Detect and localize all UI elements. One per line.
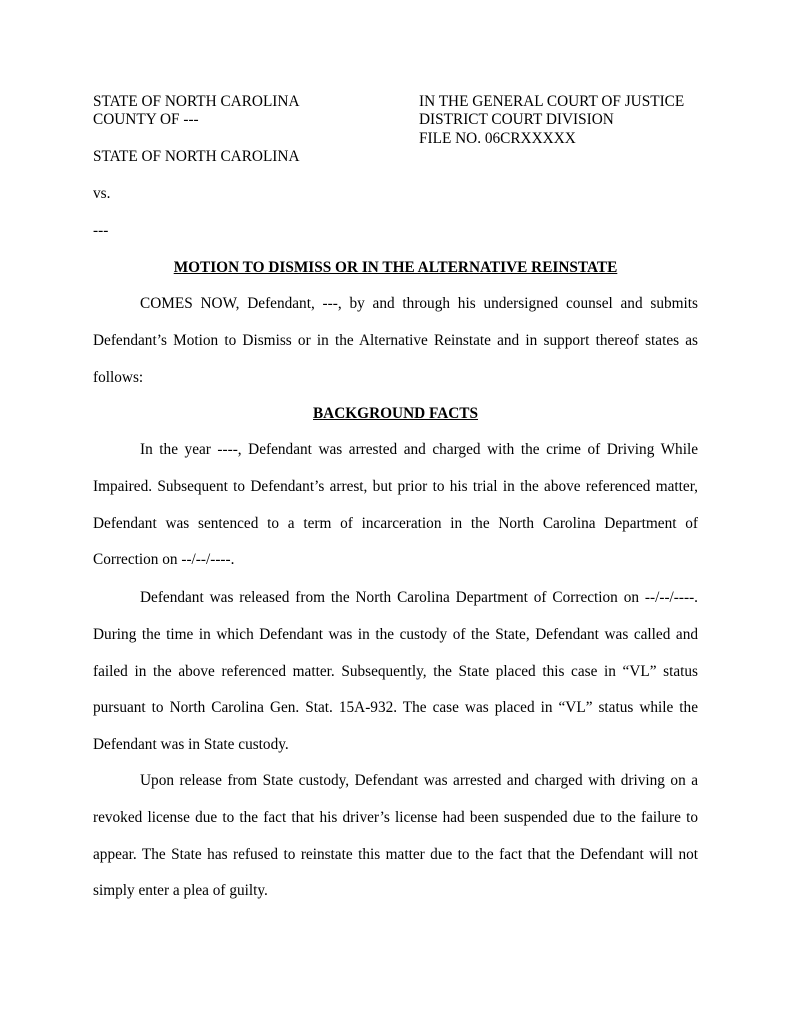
caption-county: COUNTY OF ---	[93, 111, 199, 129]
caption-left	[93, 93, 413, 130]
intro-paragraph: COMES NOW, Defendant, ---, by and through his undersigned counsel and submits Defendant’s Motion to Dismiss or in the Alternative Reinstate and in support thereof states as follows:	[93, 295, 698, 386]
caption-right	[419, 93, 709, 148]
caption-plaintiff: STATE OF NORTH CAROLINA	[93, 148, 300, 165]
caption-versus: vs.	[93, 185, 111, 202]
caption-court: IN THE GENERAL COURT OF JUSTICE	[419, 93, 685, 110]
motion-title: MOTION TO DISMISS OR IN THE ALTERNATIVE REINSTATE	[173, 259, 618, 276]
fact-paragraph-1: In the year ----, Defendant was arrested and charged with the crime of Driving While Impaired. Subsequent to Defendant’s arrest, but prior to his trial in the above referenced matter, Defendant was sentenced to a term of incarceration in the North Carolina Department of Correction on --/--/----.	[93, 441, 698, 569]
caption-file-number: FILE NO. 06CRXXXXX	[419, 129, 576, 147]
fact-paragraph-3: Upon release from State custody, Defendant was arrested and charged with driving on a revoked license due to the fact that his driver’s license had been suspended due to the failure to appear. The State has refused to reinstate this matter due to the fact that the Defendant will not simply enter a plea of guilty.	[93, 772, 698, 900]
caption-defendant: ---	[93, 222, 109, 239]
caption-state: STATE OF NORTH CAROLINA	[93, 93, 300, 110]
section-heading-background-facts: BACKGROUND FACTS	[312, 405, 479, 422]
fact-paragraph-2: Defendant was released from the North Carolina Department of Correction on --/--/----. During the time in which Defendant was in the custody of the State, Defendant was called and failed in the above referenced matter. Subsequently, the State placed this case in “VL” status pursuant to North Carolina Gen. Stat. 15A-932. The case was placed in “VL” status while the Defendant was in State custody.	[93, 589, 698, 754]
caption-division: DISTRICT COURT DIVISION	[419, 111, 614, 129]
